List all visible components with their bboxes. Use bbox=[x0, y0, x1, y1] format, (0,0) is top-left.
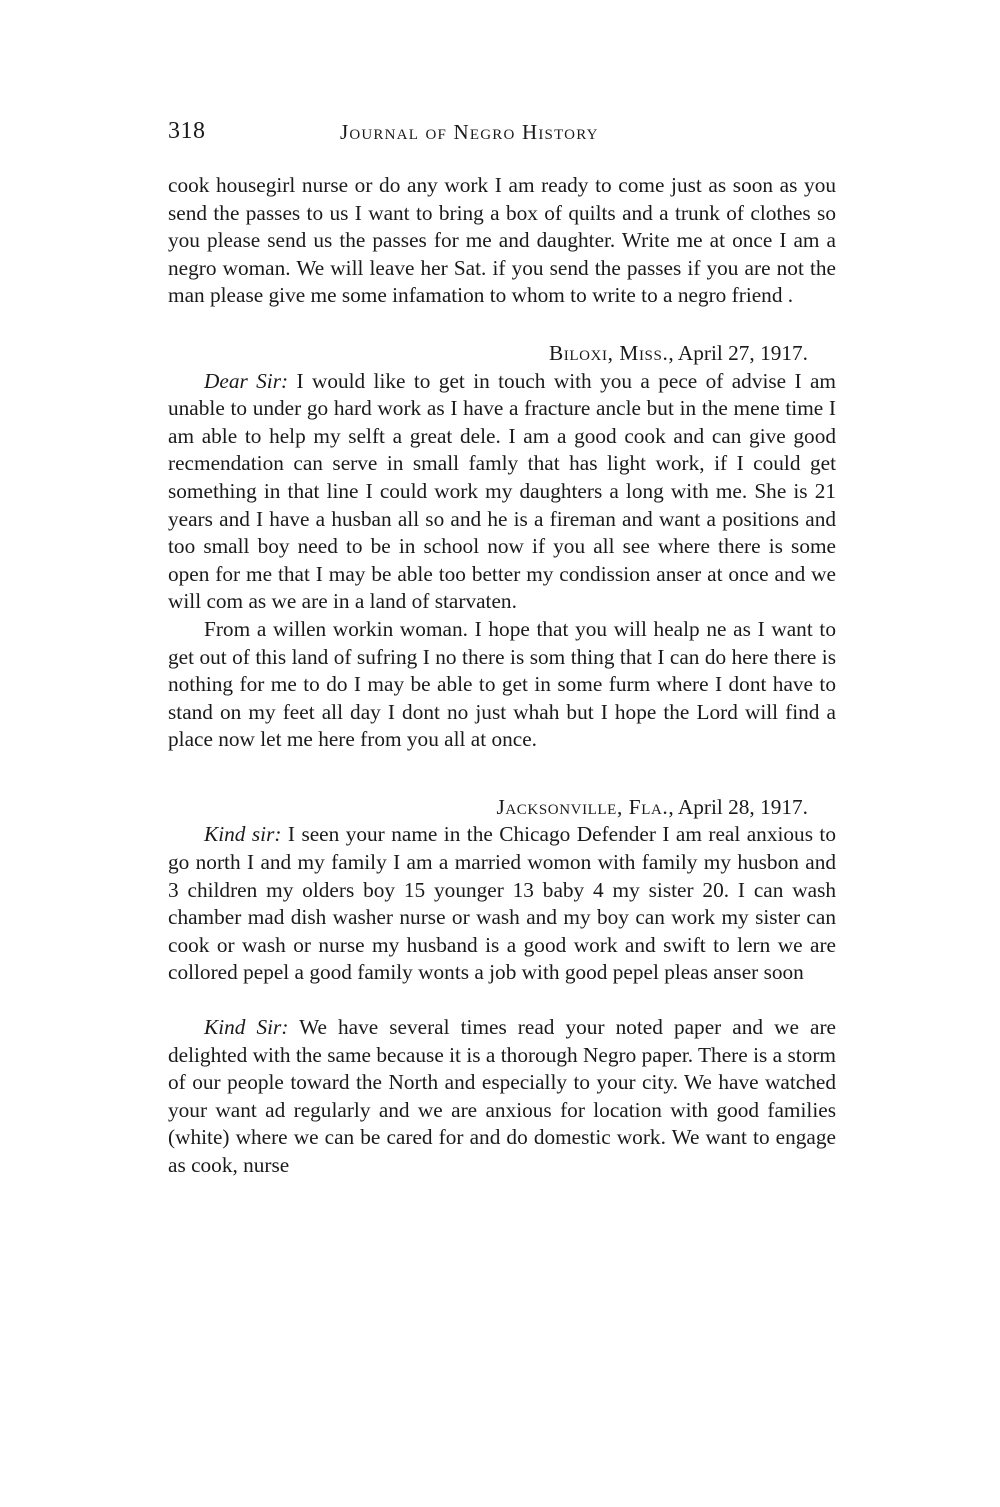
paragraph-text: I seen your name in the Chicago Defender I am real anxious to go north I and my family I am a married womon with family my husbon and 3 children my olders boy 15 younger 13 baby 4 my sister 20. I can wash chamber mad dish washer nurse or wash and my boy can work my sister can cook or wash or nurse my husband is a good work and swift to lern we are collored pepel a good family wonts a job with good pepel pleas anser soon bbox=[168, 822, 836, 985]
dateline-biloxi bbox=[168, 340, 836, 368]
dateline-date: , April 27, 1917. bbox=[668, 340, 808, 365]
salutation-jacksonville: Kind sir: bbox=[204, 822, 282, 847]
spacer bbox=[168, 310, 836, 340]
page-number: 318 bbox=[168, 118, 206, 144]
paragraph-text: We have several times read your noted paper and we are delighted with the same because it is a thorough Negro paper. There is a storm of our people toward the North and especially to your city. We have watched your want ad regularly and we are anxious for location with good families (white) where we can be cared for and do domestic work. We want to engage as cook, nurse bbox=[168, 1015, 836, 1177]
paragraph-text: I would like to get in touch with you a pece of advise I am unable to under go hard work as I have a fracture ancle but in the mene time I am able to help my selft a great dele. I am a good cook and can give good recmendation can serve in small famly that has light work, if I could get something in that line I could work my daughters a long with me. She is 21 years and I have a husban all so and he is a fireman and want a positions and too small boy need to be in school now if you all see where there is some open for me that I may be able too better my condission anser at once and we will com as we are in a land of starvaten. bbox=[168, 368, 836, 614]
paragraph-biloxi-1 bbox=[168, 368, 836, 616]
dateline-date: , April 28, 1917. bbox=[668, 794, 808, 819]
salutation-biloxi: Dear Sir: bbox=[204, 368, 289, 393]
salutation-unsigned: Kind Sir: bbox=[204, 1015, 289, 1040]
dateline-place: Biloxi, Miss. bbox=[548, 340, 669, 365]
paragraph-unsigned-1 bbox=[168, 1014, 836, 1180]
dateline-place: Jacksonville, Fla. bbox=[496, 794, 669, 819]
dateline-jacksonville bbox=[168, 794, 836, 822]
page-header bbox=[168, 118, 833, 148]
paragraph-continuation: cook housegirl nurse or do any work I am ready to come just as soon as you send the passes to us I want to bring a box of quilts and a trunk of clothes so you please send us the passes for me and daughter. Write me at once I am a negro woman. We will leave her Sat. if you send the passes if you are not the man please give me some infamation to whom to write to a negro friend . bbox=[168, 173, 836, 308]
spacer bbox=[168, 987, 836, 1014]
paragraph-biloxi-2: From a willen workin woman. I hope that you will healp ne as I want to get out of this land of sufring I no there is som thing that I can do here there is nothing for me to do I may be able to get in some furm where I dont have to stand on my feet all day I dont no just whah but I hope the Lord will find a place now let me here from you all at once. bbox=[168, 616, 836, 752]
running-title: Journal of Negro History bbox=[340, 120, 599, 144]
body-text-column bbox=[168, 172, 836, 1180]
paragraph-jacksonville-1 bbox=[168, 821, 836, 987]
spacer bbox=[168, 754, 836, 794]
